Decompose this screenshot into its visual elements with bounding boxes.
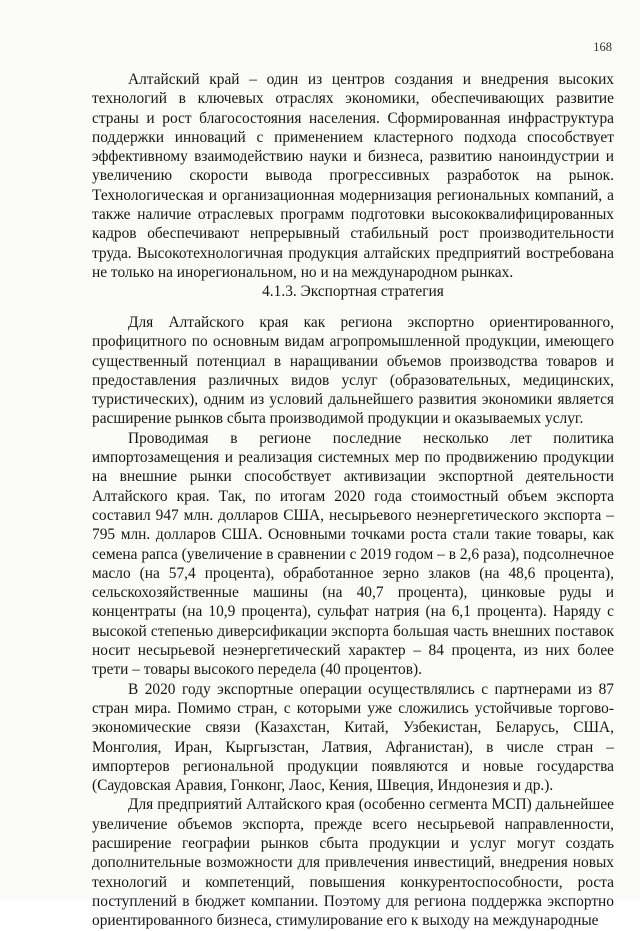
intro-text-block <box>92 70 614 282</box>
section-text-block <box>92 313 614 931</box>
page-number: 168 <box>593 40 612 54</box>
paragraph: Для Алтайского края как региона экспортно ориентированного, профицитного по основным видам агропромышленной продукции, имеющего существенный потенциал в наращивании объемов производства товаров и предоставления различных видов услуг (образовательных, медицинских, туристических), одним из условий дальнейшего развития экономики является расширение рынков сбыта производимой продукции и оказываемых услуг. <box>92 314 614 428</box>
paragraph: В 2020 году экспортные операции осуществлялись с партнерами из 87 стран мира. Помимо стран, с которыми уже сложились устойчивые торгово-экономические связи (Казахстан, Китай, Узбекистан, Беларусь, США, Монголия, Иран, Кыргызстан, Латвия, Афганистан), в числе стран – импортеров региональной продукции появляются и новые государства (Саудовская Аравия, Гонконг, Лаос, Кения, Швеция, Индонезия и др.). <box>92 680 614 795</box>
paragraph: Для предприятий Алтайского края (особенно сегмента МСП) дальнейшее увеличение объемов экспорта, прежде всего несырьевой направленности, расширение географии рынков сбыта продукции и услуг могут создать дополнительные возможности для привлечения инвестиций, внедрения новых технологий и компетенций, повышения конкурентоспособности, роста поступлений в бюджет компании. Поэтому для региона поддержка экспортно ориентированного бизнеса, стимулирование его к выходу на международные <box>92 796 614 930</box>
paragraph: Проводимая в регионе последние несколько лет политика импортозамещения и реализация системных мер по продвижению продукции на внешние рынки способствует активизации экспортной деятельности Алтайского края. Так, по итогам 2020 года стоимостный объем экспорта составил 947 млн. долларов США, несырьевого неэнергетического экспорта – 795 млн. долларов США. Основными точками роста стали такие товары, как семена рапса (увеличение в сравнении с 2019 годом – в 2,6 раза), подсолнечное масло (на 57,4 процента), обработанное зерно злаков (на 48,6 процента), сельскохозяйственные машины (на 40,7 процента), цинковые руды и концентраты (на 10,9 процента), сульфат натрия (на 6,1 процента). Наряду с высокой степенью диверсификации экспорта большая часть внешних поставок носит несырьевой неэнергетический характер – 84 процента, из них более трети – товары высокого передела (40 процентов). <box>92 429 614 679</box>
paragraph: Алтайский край – один из центров создания и внедрения высоких технологий в ключевых отраслях экономики, обеспечивающих развитие страны и рост благосостояния населения. Сформированная инфраструктура поддержки инноваций с применением кластерного подхода способствует эффективному взаимодействию науки и бизнеса, развитию наноиндустрии и увеличению скорости вывода прогрессивных разработок на рынок. Технологическая и организационная модернизация региональных компаний, а также наличие отраслевых программ подготовки высококвалифицированных кадров обеспечивают непрерывный стабильный рост производительности труда. Высокотехнологичная продукция алтайских предприятий востребована не только на инорегиональном, но и на международном рынках. <box>92 71 614 281</box>
section-heading: 4.1.3. Экспортная стратегия <box>262 283 444 300</box>
